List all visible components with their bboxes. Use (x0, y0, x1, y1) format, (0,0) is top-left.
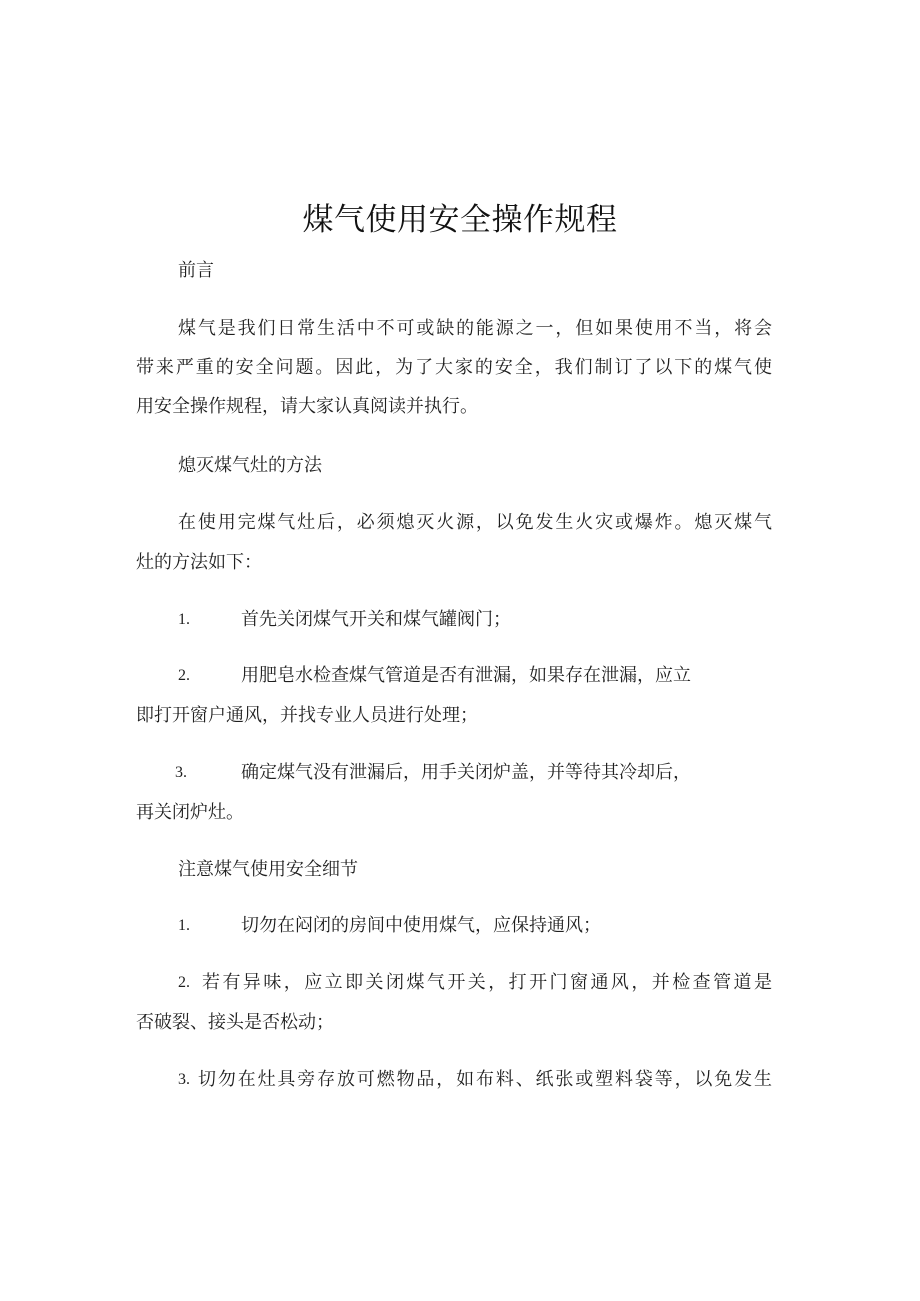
section2-item-1-line-1: 切勿在闷闭的房间中使用煤气，应保持通风； (241, 915, 601, 936)
section1-item-2-number: 2. (178, 667, 190, 684)
section1-item-1-number: 1. (178, 611, 190, 628)
preface-line-2: 带来严重的安全问题。因此，为了大家的安全，我们制订了以下的煤气使 (136, 357, 772, 378)
preface-line-1: 煤气是我们日常生活中不可或缺的能源之一，但如果使用不当，将会 (178, 318, 772, 339)
section2-item-2-number: 2. (178, 974, 190, 991)
section2-item-1-number: 1. (178, 917, 190, 934)
section1-item-3-number: 3. (175, 764, 187, 781)
section1-item-2-line-1: 用肥皂水检查煤气管道是否有泄漏，如果存在泄漏，应立 (241, 665, 691, 686)
section1-item-2-line-2: 即打开窗户通风，并找专业人员进行处理； (136, 705, 478, 726)
section2-item-2-line-1: 若有异味，应立即关闭煤气开关，打开门窗通风，并检查管道是 (202, 972, 772, 993)
section1-intro-line-2: 灶的方法如下： (136, 552, 262, 573)
preface-line-3: 用安全操作规程，请大家认真阅读并执行。 (136, 396, 478, 417)
section2-item-3-line-1: 切勿在灶具旁存放可燃物品，如布料、纸张或塑料袋等，以免发生 (198, 1069, 772, 1090)
section2-item-3-number: 3. (178, 1071, 190, 1088)
section1-item-3-line-2: 再关闭炉灶。 (136, 802, 244, 823)
section2-item-2-line-2: 否破裂、接头是否松动； (136, 1012, 334, 1033)
section1-item-3-line-1: 确定煤气没有泄漏后，用手关闭炉盖，并等待其冷却后， (241, 762, 691, 783)
section1-intro-line-1: 在使用完煤气灶后，必须熄灭火源，以免发生火灾或爆炸。熄灭煤气 (178, 512, 772, 533)
section2-heading: 注意煤气使用安全细节 (178, 859, 358, 880)
section1-item-1-line-1: 首先关闭煤气开关和煤气罐阀门； (241, 609, 511, 630)
page-title: 煤气使用安全操作规程 (302, 202, 618, 238)
section1-heading: 熄灭煤气灶的方法 (178, 455, 322, 476)
preface-heading: 前言 (178, 260, 214, 281)
